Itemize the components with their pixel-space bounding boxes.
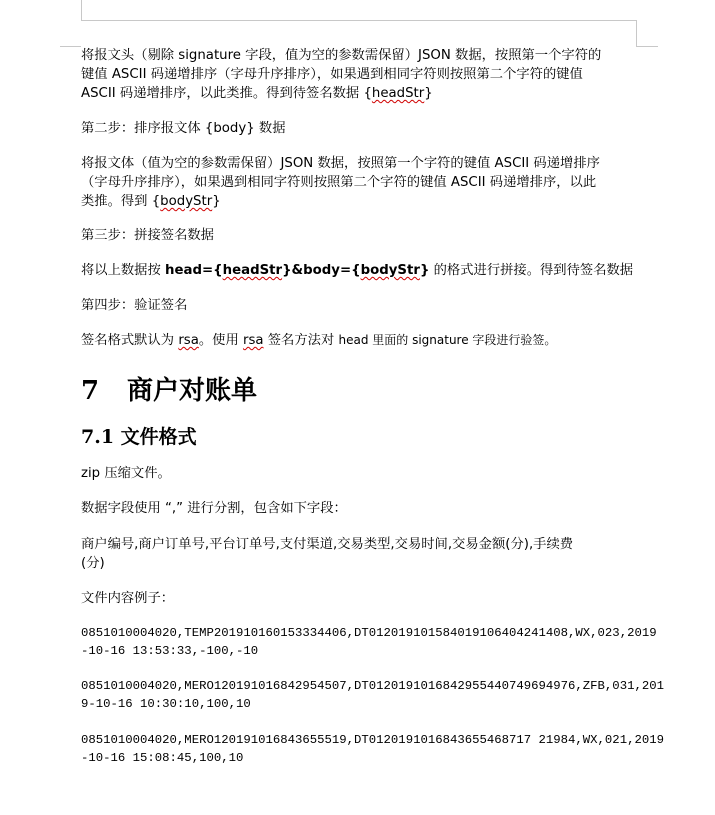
fields-line-1: 商户编号,商户订单号,平台订单号,支付渠道,交易类型,交易时间,交易金额(分),手续费	[81, 537, 574, 552]
page-corner-mark	[60, 46, 81, 47]
section-title: 商户对账单	[127, 376, 258, 406]
section-number: 7	[81, 376, 100, 406]
step4-heading: 第四步：验证签名	[81, 298, 188, 313]
body-line-1: 将报文体（值为空的参数需保留）JSON 数据，按照第一个字符的键值 ASCII 码递增排序	[81, 156, 600, 171]
example-label: 文件内容例子：	[81, 591, 175, 606]
page-corner-mark	[81, 20, 636, 21]
zip-line: zip 压缩文件。	[81, 466, 171, 481]
fields-list	[81, 535, 641, 573]
section-7-1-heading: 7.1 文件格式	[81, 426, 197, 448]
format-bodystr: bodyStr	[360, 263, 420, 278]
format-body: }&body={	[282, 263, 361, 278]
format-headstr: headStr	[222, 263, 283, 278]
page-corner-mark	[81, 0, 82, 20]
page-corner-mark	[636, 20, 637, 47]
intro-line-1: 将报文头（剔除 signature 字段，值为空的参数需保留）JSON 数据，按照第一个字符的	[81, 48, 602, 63]
concat-paragraph: 将以上数据按 head={headStr}&body={bodyStr} 的格式进行拼接。得到待签名数据	[81, 263, 634, 278]
intro-paragraph	[81, 46, 641, 103]
body-line-2: （字母升序排序），如果遇到相同字符则按照第二个字符的键值 ASCII 码递增排序，以此	[81, 175, 597, 190]
example-record-1: 0851010004020,TEMP201910160153334406,DT0120191015840191064042414​08,WX,023,2019 -10-16 13:53:33,-100,-10	[81, 626, 657, 658]
headstr-token: headStr	[371, 86, 425, 101]
example-record-3: 0851010004020,MERO120191016843655519,DT0120191016843655468717 21984,WX,021,2019 -10-16 15:08:45,100,10	[81, 733, 664, 765]
example-record-2: 0851010004020,MERO120191016842954507,DT0120191016842955440749694976,ZFB,031,201 9-10-16 10:30:10,100,10	[81, 679, 664, 711]
body-line-3: 类推。得到 {bodyStr}	[81, 194, 221, 209]
bodystr-token: bodyStr	[160, 194, 213, 209]
fields-line-2: (分)	[81, 556, 105, 571]
step3-heading: 第三步：拼接签名数据	[81, 228, 214, 243]
body-paragraph	[81, 154, 641, 211]
intro-line-2: 键值 ASCII 码递增排序（字母升序排序），如果遇到相同字符则按照第二个字符的键值	[81, 67, 583, 82]
format-head: head={	[165, 263, 223, 278]
rsa-token: rsa	[242, 333, 264, 348]
fields-intro: 数据字段使用 “,” 进行分割，包含如下字段：	[81, 501, 347, 516]
verify-paragraph: 签名格式默认为 rsa。使用 rsa 签名方法对 head 里面的 signature 字段进行验签。	[81, 333, 557, 348]
intro-line-3: ASCII 码递增排序，以此类推。得到待签名数据 {headStr}	[81, 86, 433, 101]
rsa-token: rsa	[178, 333, 199, 348]
step2-heading: 第二步：排序报文体 {body} 数据	[81, 121, 286, 136]
section-7-heading	[81, 370, 257, 407]
